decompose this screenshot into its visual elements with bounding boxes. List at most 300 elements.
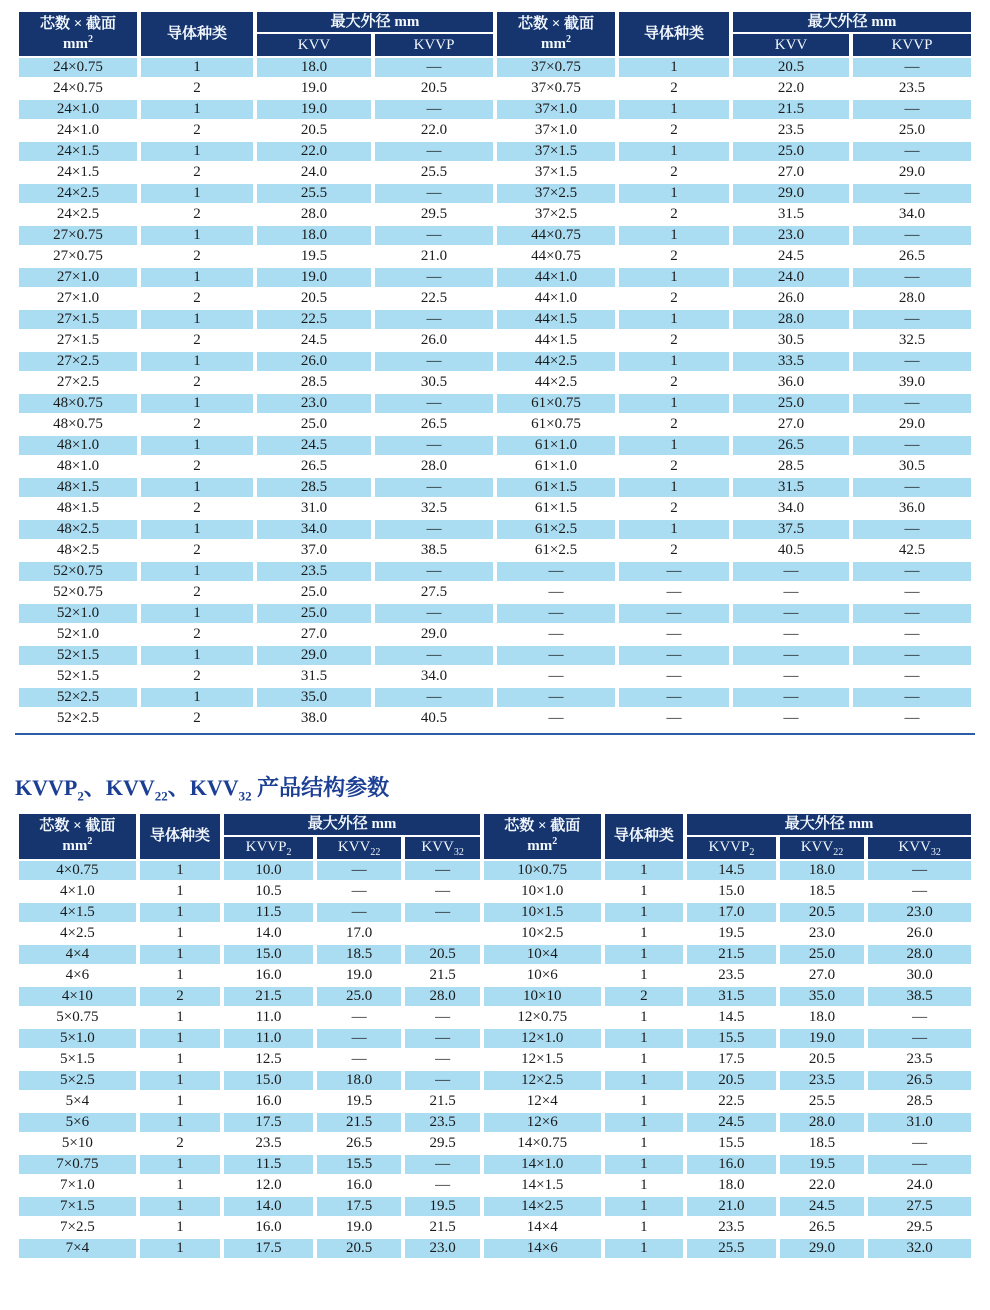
table-cell: 1: [141, 520, 253, 539]
table-cell: 37×1.0: [497, 100, 615, 119]
table-cell: 4×1.5: [19, 903, 136, 922]
table-cell: 2: [140, 987, 221, 1006]
table-cell: 30.5: [898, 458, 926, 475]
table-cell: 44×1.0: [497, 268, 615, 287]
table-cell: 2: [176, 1134, 184, 1151]
table-cell: 19.5: [345, 1092, 373, 1109]
table-cell: 1: [640, 882, 648, 899]
table-cell: 42.5: [898, 542, 926, 559]
table-cell: 7×2.5: [60, 1218, 95, 1235]
table-cell: 52×2.5: [56, 710, 100, 727]
table-cell: 15.5: [687, 1029, 776, 1048]
table-cell: 1: [619, 520, 729, 539]
table-row: [19, 1176, 971, 1195]
col-header-kvv: KVV: [733, 34, 849, 56]
table-row: [19, 625, 971, 644]
table-cell: 20.5: [808, 1050, 836, 1067]
table-cell: —: [853, 436, 971, 455]
table-cell: —: [435, 1008, 451, 1025]
table-cell: —: [548, 710, 564, 727]
table-cell: 1: [619, 352, 729, 371]
table-cell: 11.5: [224, 903, 313, 922]
table-cell: 37×0.75: [497, 58, 615, 77]
table-cell: 34.0: [777, 500, 805, 517]
table-cell: 5×10: [61, 1134, 93, 1151]
table-cell: 23.0: [733, 226, 849, 245]
table-cell: 19.0: [345, 966, 373, 983]
table-row: [19, 331, 971, 350]
table-cell: 25.0: [257, 604, 371, 623]
table-row: [19, 1239, 971, 1258]
table-row: [19, 1155, 971, 1174]
table-cell: 48×1.0: [56, 458, 100, 475]
table-cell: 23.5: [718, 1218, 745, 1235]
table-cell: 21.5: [429, 1218, 456, 1235]
table-cell: —: [904, 710, 920, 727]
table-cell: —: [912, 1008, 928, 1025]
table-cell: —: [548, 584, 564, 601]
table-cell: 1: [619, 184, 729, 203]
table-cell: 2: [670, 164, 678, 181]
table-cell: [405, 924, 479, 943]
table-cell: —: [783, 584, 799, 601]
table-cell: —: [375, 268, 493, 287]
table-cell: 4×6: [65, 966, 90, 983]
table-cell: 27×1.0: [56, 290, 100, 307]
table-cell: 35.0: [257, 688, 371, 707]
table-cell: 14.5: [687, 861, 776, 880]
table-cell: 27.0: [777, 164, 805, 181]
table-cell: 25.0: [300, 584, 328, 601]
table-cell: 5×4: [65, 1092, 90, 1109]
table-cell: 61×0.75: [497, 394, 615, 413]
table-cell: 20.5: [420, 80, 448, 97]
table-cell: 29.0: [257, 646, 371, 665]
table-cell: 31.5: [777, 206, 805, 223]
table-cell: 17.0: [687, 903, 776, 922]
table-cell: 27.0: [777, 416, 805, 433]
table-cell: 31.0: [868, 1113, 971, 1132]
table-cell: 18.0: [257, 58, 371, 77]
table-cell: 22.0: [420, 122, 448, 139]
table-cell: 22.5: [420, 290, 448, 307]
table-row: [19, 966, 971, 985]
table-cell: 20.5: [733, 58, 849, 77]
table-row: [19, 1197, 971, 1216]
table-cell: 18.0: [257, 226, 371, 245]
table-cell: 52×1.0: [19, 604, 137, 623]
table-cell: 12×2.5: [484, 1071, 601, 1090]
table-cell: 29.0: [780, 1239, 865, 1258]
table-cell: —: [868, 1029, 971, 1048]
table-cell: —: [375, 436, 493, 455]
table-cell: —: [853, 520, 971, 539]
table-cell: 15.5: [718, 1134, 745, 1151]
table-cell: —: [853, 142, 971, 161]
col-header-kvvp: KVVP: [375, 34, 493, 56]
table-cell: 2: [670, 332, 678, 349]
table-cell: 1: [619, 100, 729, 119]
table-cell: 1: [605, 903, 684, 922]
table-cell: 36.0: [898, 500, 926, 517]
table-cell: 5×1.0: [19, 1029, 136, 1048]
table-cell: 1: [176, 924, 184, 941]
table-cell: —: [853, 100, 971, 119]
table-cell: 10.5: [255, 882, 282, 899]
table-cell: 24×0.75: [19, 58, 137, 77]
col-header-conductor: 导体种类: [141, 12, 253, 56]
table-cell: 16.0: [255, 1218, 282, 1235]
table-cell: 19.5: [718, 924, 745, 941]
table-cell: 48×2.5: [19, 520, 137, 539]
table-cell: 18.0: [317, 1071, 402, 1090]
table-cell: 37.0: [300, 542, 328, 559]
table-cell: —: [548, 668, 564, 685]
table-cell: —: [912, 1134, 928, 1151]
table-cell: 2: [193, 500, 201, 517]
table-cell: 25.5: [808, 1092, 836, 1109]
table-cell: 28.0: [405, 987, 479, 1006]
table-cell: 12.0: [255, 1176, 282, 1193]
table-cell: 2: [193, 710, 201, 727]
table-cell: 7×0.75: [19, 1155, 136, 1174]
table-cell: 10×1.5: [484, 903, 601, 922]
table-cell: —: [733, 646, 849, 665]
table-cell: 37×1.5: [534, 164, 578, 181]
table-cell: 35.0: [780, 987, 865, 1006]
col-header-kvvp: KVVP: [853, 34, 971, 56]
table-cell: 2: [670, 248, 678, 265]
table-row: [19, 310, 971, 329]
table-cell: 61×0.75: [531, 416, 581, 433]
table-cell: 28.0: [898, 290, 926, 307]
table-cell: 26.0: [906, 924, 933, 941]
table-cell: 2: [193, 290, 201, 307]
table-cell: 18.0: [808, 1008, 836, 1025]
table-cell: 1: [141, 604, 253, 623]
table-cell: —: [375, 184, 493, 203]
table-row: [19, 499, 971, 518]
table-row: [19, 861, 971, 880]
table-cell: 23.5: [898, 80, 926, 97]
table-cell: 24×2.5: [56, 206, 100, 223]
table-row: [19, 394, 971, 413]
table-cell: 27.0: [808, 966, 836, 983]
table-cell: —: [375, 478, 493, 497]
table-cell: 10×10: [484, 987, 601, 1006]
table-cell: 28.0: [780, 1113, 865, 1132]
table-cell: 4×1.0: [60, 882, 95, 899]
table-cell: 28.0: [868, 945, 971, 964]
kvv-kvvp-table-body: [19, 58, 971, 728]
table-row: [19, 1218, 971, 1237]
col-header-spec: 芯数 × 截面 $mm^2$: [484, 814, 601, 858]
table-cell: —: [783, 626, 799, 643]
table-cell: 14×1.0: [484, 1155, 601, 1174]
table-cell: 5×0.75: [56, 1008, 99, 1025]
col-header-od-group: 最大外径 mm: [733, 12, 971, 32]
table-row: [19, 688, 971, 707]
table-cell: 26.0: [777, 290, 805, 307]
table-cell: 2: [670, 290, 678, 307]
table-cell: 30.5: [777, 332, 805, 349]
table-cell: —: [666, 710, 682, 727]
col-header-spec: 芯数 × 截面 $mm^2$: [19, 12, 137, 56]
table-cell: 22.5: [718, 1092, 745, 1109]
table-cell: 23.5: [257, 562, 371, 581]
table-cell: 23.0: [257, 394, 371, 413]
table-cell: 38.0: [300, 710, 328, 727]
table-cell: 25.0: [780, 945, 865, 964]
table-row: [19, 924, 971, 943]
table-cell: 12×4: [526, 1092, 558, 1109]
table-cell: 5×2.5: [19, 1071, 136, 1090]
table-cell: 1: [640, 1092, 648, 1109]
table-cell: 1: [605, 1197, 684, 1216]
table-cell: —: [853, 268, 971, 287]
table-cell: 23.5: [718, 966, 745, 983]
table-cell: —: [351, 1008, 367, 1025]
table-cell: 7×1.5: [19, 1197, 136, 1216]
table-cell: 2: [670, 122, 678, 139]
table-cell: 18.0: [718, 1176, 745, 1193]
table-cell: 44×1.0: [534, 290, 578, 307]
table-cell: 10.0: [224, 861, 313, 880]
table-cell: 23.0: [868, 903, 971, 922]
table-cell: 19.0: [345, 1218, 373, 1235]
table-cell: 1: [640, 1176, 648, 1193]
table-cell: 1: [605, 945, 684, 964]
table-cell: 2: [670, 458, 678, 475]
table-cell: 1: [140, 1113, 221, 1132]
col-header-spec: 芯数 × 截面 $mm^2$: [497, 12, 615, 56]
table-cell: 1: [619, 394, 729, 413]
table-cell: —: [405, 861, 479, 880]
table-row: [19, 903, 971, 922]
table-cell: 61×1.5: [534, 500, 578, 517]
table-cell: —: [853, 646, 971, 665]
table-cell: 31.5: [300, 668, 328, 685]
table-cell: 1: [141, 478, 253, 497]
table-cell: 5×1.5: [60, 1050, 95, 1067]
table-row: [19, 1050, 971, 1069]
kvvp2-table-header: [19, 814, 971, 858]
table-cell: 34.0: [898, 206, 926, 223]
table-cell: 1: [640, 1008, 648, 1025]
table-cell: 21.0: [687, 1197, 776, 1216]
table-cell: 14×2.5: [484, 1197, 601, 1216]
table-row: [19, 352, 971, 371]
table-cell: 16.0: [345, 1176, 373, 1193]
table-bottom-rule: [15, 733, 975, 735]
table-cell: 22.0: [777, 80, 805, 97]
table-cell: 2: [193, 458, 201, 475]
table-cell: 17.5: [718, 1050, 745, 1067]
table-cell: —: [666, 668, 682, 685]
table-cell: 2: [193, 206, 201, 223]
table-cell: 30.5: [420, 374, 448, 391]
table-cell: 61×1.0: [534, 458, 578, 475]
table-row: [19, 1092, 971, 1111]
table-cell: —: [351, 882, 367, 899]
table-cell: 2: [193, 374, 201, 391]
table-cell: 37×0.75: [531, 80, 581, 97]
table-cell: 2: [193, 332, 201, 349]
table-cell: —: [853, 226, 971, 245]
table-cell: 1: [619, 58, 729, 77]
table-cell: —: [904, 584, 920, 601]
table-cell: 1: [640, 1218, 648, 1235]
table-cell: —: [405, 1071, 479, 1090]
table-cell: 21.5: [687, 945, 776, 964]
table-cell: 19.0: [257, 100, 371, 119]
table-cell: 1: [176, 1218, 184, 1235]
table-cell: 1: [140, 945, 221, 964]
table-cell: 25.0: [317, 987, 402, 1006]
table-cell: —: [783, 710, 799, 727]
table-cell: 61×2.5: [534, 542, 578, 559]
table-cell: 44×1.5: [534, 332, 578, 349]
table-cell: —: [853, 562, 971, 581]
table-cell: 14.5: [718, 1008, 745, 1025]
table-cell: —: [912, 882, 928, 899]
table-cell: 12×1.5: [521, 1050, 564, 1067]
table-cell: —: [405, 903, 479, 922]
table-cell: 28.5: [257, 478, 371, 497]
table-cell: —: [375, 352, 493, 371]
table-cell: 25.0: [733, 394, 849, 413]
table-cell: —: [375, 646, 493, 665]
table-row: [19, 436, 971, 455]
table-row: [19, 142, 971, 161]
table-cell: 24.0: [733, 268, 849, 287]
table-cell: 10×1.0: [521, 882, 564, 899]
table-cell: 1: [141, 100, 253, 119]
table-cell: 1: [141, 268, 253, 287]
table-cell: 2: [193, 584, 201, 601]
col-header-conductor: 导体种类: [619, 12, 729, 56]
table-cell: 18.5: [808, 1134, 836, 1151]
table-cell: 14×1.5: [521, 1176, 564, 1193]
table-cell: 23.5: [405, 1113, 479, 1132]
table-row: [19, 289, 971, 308]
table-cell: 1: [141, 562, 253, 581]
col-header-kvvp2: $KVVP_2$: [224, 837, 313, 859]
table-cell: 14×0.75: [517, 1134, 568, 1151]
table-cell: 23.5: [906, 1050, 933, 1067]
table-row: [19, 226, 971, 245]
table-cell: —: [619, 688, 729, 707]
table-cell: 31.0: [300, 500, 328, 517]
table-cell: 14×4: [526, 1218, 558, 1235]
table-cell: —: [435, 882, 451, 899]
table-row: [19, 100, 971, 119]
table-cell: 1: [140, 1071, 221, 1090]
table-cell: 1: [619, 268, 729, 287]
table-row: [19, 268, 971, 287]
table-cell: 1: [140, 1029, 221, 1048]
table-cell: 1: [141, 226, 253, 245]
table-cell: 16.0: [255, 1092, 282, 1109]
table-row: [19, 562, 971, 581]
table-cell: 2: [193, 626, 201, 643]
table-cell: 26.5: [898, 248, 926, 265]
table-cell: —: [666, 584, 682, 601]
table-cell: 1: [176, 1176, 184, 1193]
table-cell: 1: [141, 142, 253, 161]
table-cell: 21.0: [420, 248, 448, 265]
kvvp2-table-body: [19, 861, 971, 1258]
table-cell: 61×2.5: [497, 520, 615, 539]
col-header-conductor: 导体种类: [605, 814, 684, 858]
table-row: [19, 520, 971, 539]
table-cell: 34.0: [420, 668, 448, 685]
table-cell: 1: [640, 924, 648, 941]
table-cell: —: [853, 184, 971, 203]
col-header-spec: 芯数 × 截面 $mm^2$: [19, 814, 136, 858]
table-cell: 25.5: [420, 164, 448, 181]
table-cell: 1: [141, 310, 253, 329]
table-cell: 4×4: [19, 945, 136, 964]
table-cell: 25.5: [257, 184, 371, 203]
table-cell: 2: [670, 374, 678, 391]
table-cell: 48×2.5: [56, 542, 100, 559]
table-cell: 19.5: [300, 248, 328, 265]
table-cell: 15.5: [317, 1155, 402, 1174]
table-cell: 44×2.5: [497, 352, 615, 371]
table-cell: 26.5: [420, 416, 448, 433]
table-cell: —: [619, 646, 729, 665]
kvv-kvvp-table-header: [19, 12, 971, 56]
table-cell: 2: [193, 122, 201, 139]
table-cell: 30.0: [906, 966, 933, 983]
table-cell: 25.0: [898, 122, 926, 139]
table-cell: 37×1.5: [497, 142, 615, 161]
table-cell: —: [497, 604, 615, 623]
table-cell: —: [733, 562, 849, 581]
table-cell: —: [497, 688, 615, 707]
table-row: [19, 58, 971, 77]
table-cell: 20.5: [317, 1239, 402, 1258]
table-cell: 34.0: [257, 520, 371, 539]
table-cell: 24×1.5: [19, 142, 137, 161]
table-cell: 26.5: [300, 458, 328, 475]
col-header-kvvp2: $KVVP_2$: [687, 837, 776, 859]
table-cell: 12×1.0: [484, 1029, 601, 1048]
table-cell: 17.5: [224, 1113, 313, 1132]
table-cell: 2: [670, 500, 678, 517]
table-cell: —: [375, 226, 493, 245]
col-header-kvv32: $KVV_{32}$: [868, 837, 971, 859]
table-cell: 1: [640, 1050, 648, 1067]
table-cell: —: [853, 352, 971, 371]
table-cell: 24.0: [300, 164, 328, 181]
table-cell: —: [317, 1029, 402, 1048]
table-cell: 23.0: [808, 924, 836, 941]
section-heading: $KVVP_2$、$KVV_{22}$、$KVV_{32}$ 产品结构参数: [15, 775, 390, 804]
table-cell: 27×1.5: [56, 332, 100, 349]
table-cell: 40.5: [777, 542, 805, 559]
table-cell: 29.5: [420, 206, 448, 223]
table-cell: 21.5: [733, 100, 849, 119]
table-cell: 2: [193, 668, 201, 685]
table-cell: —: [375, 100, 493, 119]
table-cell: 22.0: [257, 142, 371, 161]
table-cell: 2: [670, 416, 678, 433]
table-cell: 11.0: [255, 1008, 282, 1025]
table-cell: 52×0.75: [53, 584, 103, 601]
table-cell: 44×0.75: [531, 248, 581, 265]
